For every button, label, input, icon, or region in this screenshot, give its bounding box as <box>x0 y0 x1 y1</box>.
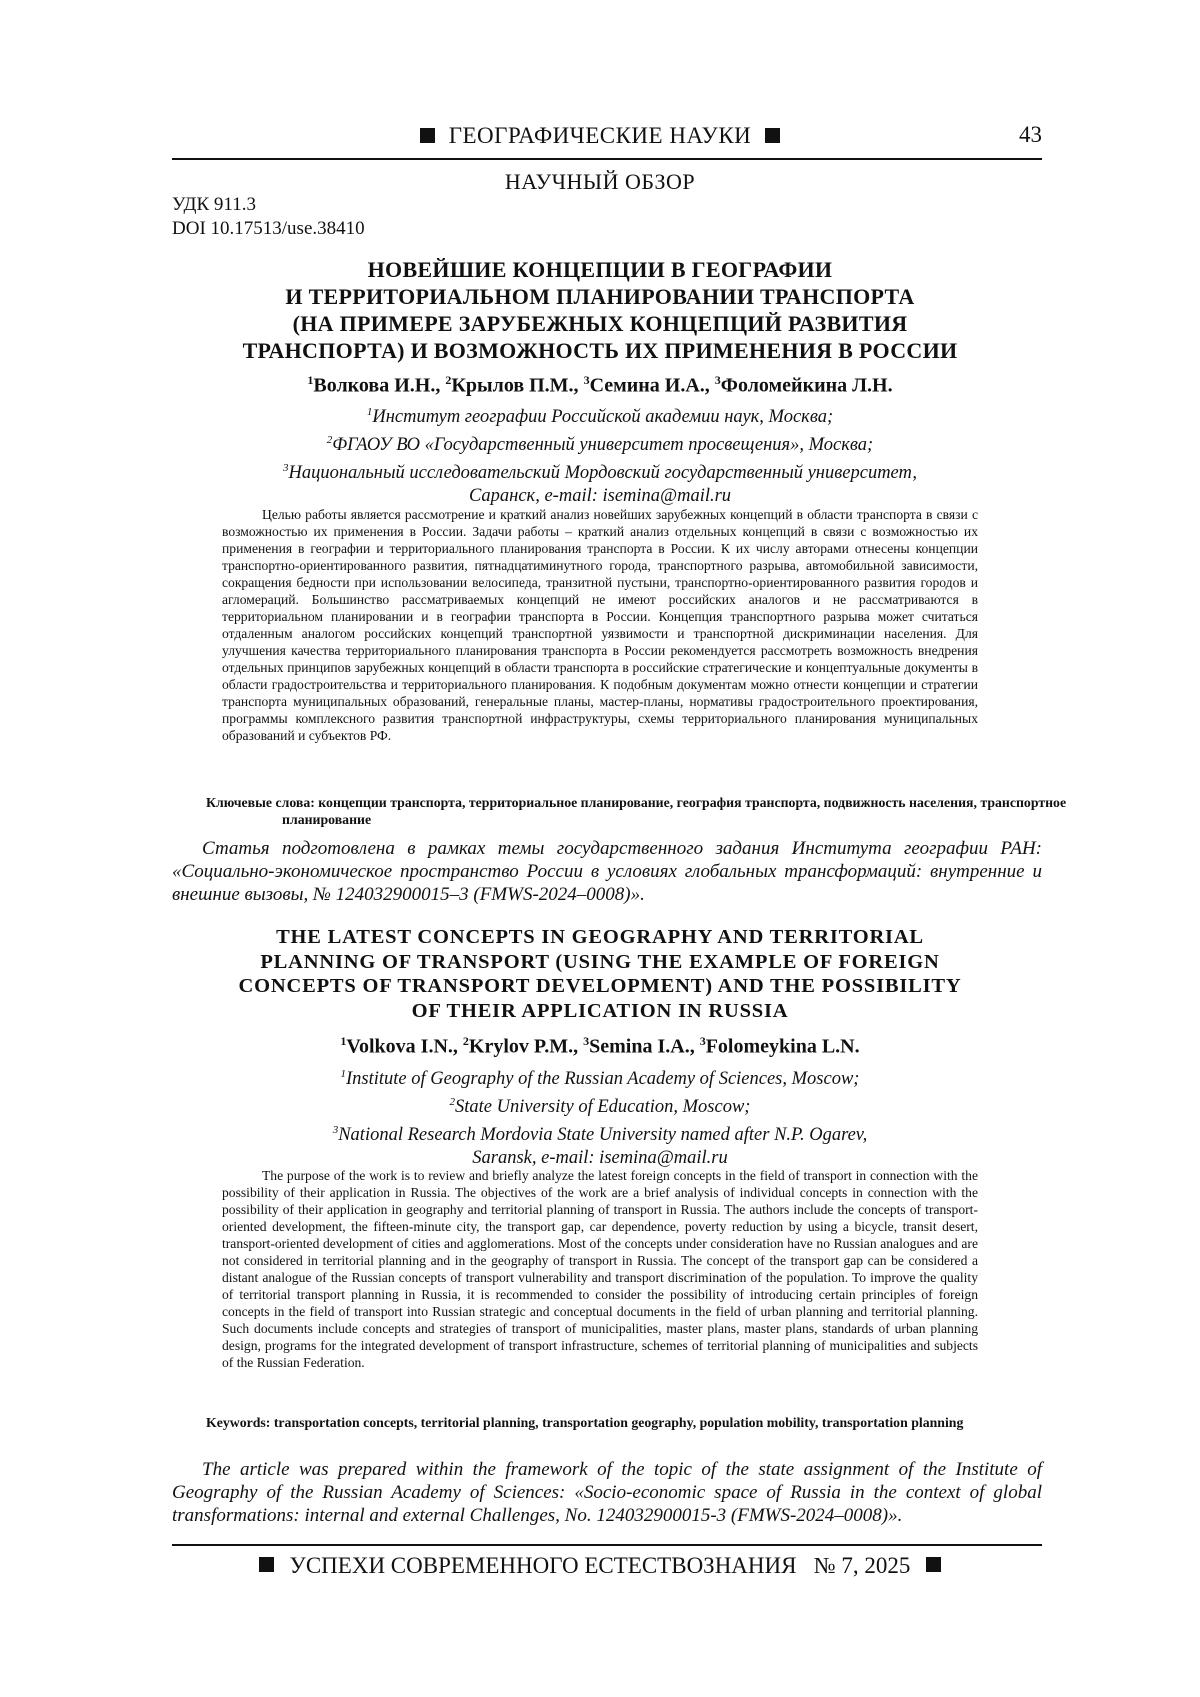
author-name: Семина И.А., <box>590 375 715 397</box>
affiliation-line: Саранск, e-mail: isemina@mail.ru <box>150 485 1050 508</box>
affiliation-line: 1Institute of Geography of the Russian Academy of Sciences, Moscow; <box>150 1063 1050 1091</box>
title-line: CONCEPTS OF TRANSPORT DEVELOPMENT) AND THE POSSIBILITY <box>150 974 1050 999</box>
running-footer <box>0 1551 1200 1581</box>
title-line: THE LATEST CONCEPTS IN GEOGRAPHY AND TERRITORIAL <box>150 925 1050 950</box>
footer-divider <box>172 1544 1042 1546</box>
page-number: 43 <box>1002 121 1042 149</box>
author-name: Фоломейкина Л.Н. <box>721 375 893 397</box>
section-label: НАУЧНЫЙ ОБЗОР <box>0 168 1200 196</box>
affiliations-ru <box>150 401 1050 508</box>
square-bullet-icon <box>926 1557 941 1572</box>
authors-ru: 1Волкова И.Н., 2Крылов П.М., 3Семина И.А., 3Фоломейкина Л.Н. <box>0 368 1200 398</box>
abstract-ru: Целью работы является рассмотрение и краткий анализ новейших зарубежных концепций в области транспорта в связи с возможностью их применения в России. Задачи работы – краткий анализ отдельных концепций в связи с возможностью их применения в географии и территориального планирования транспорта в России. К их числу авторами отнесены концепции транспортно-ориентированного развития, пятнадцатиминутного города, транспортного разрыва, автомобильной зависимости, сокращения бедности при использовании велосипеда, транзитной пустыни, транспортно-ориентированного развития городов и агломераций. Большинство рассматриваемых концепций не имеют российских аналогов и не рассматриваются в территориальном планировании и в географии транспорта в России. Концепция транспортного разрыва может считаться отдаленным аналогом российских концепций транспортной уязвимости и транспортной дискриминации населения. Для улучшения качества территориального планирования транспорта в России рекомендуется рассмотреть возможность внедрения отдельных принципов зарубежных концепций в области транспорта в российские стратегические и концептуальные документы в области градостроительства и территориального планирования. К подобным документам можно отнести концепции и стратегии транспорта муниципальных образований, генеральные планы, мастер-планы, нормативы градостроительного проектирования, программы комплексного развития транспортной инфраструктуры, схемы территориального планирования муниципальных образований и субъектов РФ. <box>222 506 978 744</box>
title-line: И ТЕРРИТОРИАЛЬНОМ ПЛАНИРОВАНИИ ТРАНСПОРТА <box>150 283 1050 310</box>
affiliation-line: 2State University of Education, Moscow; <box>150 1091 1050 1119</box>
funding-note-en: The article was prepared within the framework of the topic of the state assignment of the Institute of Geography of the Russian Academy of Sciences: «Socio-economic space of Russia in the context of global transformations: internal and external Challenges, No. 124032900015-3 (FMWS-2024–0008)». <box>172 1458 1042 1527</box>
square-bullet-icon <box>259 1557 274 1572</box>
journal-section-title: ГЕОГРАФИЧЕСКИЕ НАУКИ <box>449 123 752 148</box>
author-name: Krylov P.M., <box>469 1036 583 1058</box>
author-name: Волкова И.Н., <box>313 375 445 397</box>
udk-code: УДК 911.3 <box>172 193 256 217</box>
title-line: (НА ПРИМЕРЕ ЗАРУБЕЖНЫХ КОНЦЕПЦИЙ РАЗВИТИЯ <box>150 310 1050 337</box>
authors-en: 1Volkova I.N., 2Krylov P.M., 3Semina I.A., 3Folomeykina L.N. <box>0 1029 1200 1059</box>
funding-note-ru: Статья подготовлена в рамках темы государственного задания Института географии РАН: «Социально-экономическое пространство России в условиях глобальных трансформаций: внутренние и внешние вызовы, № 124032900015–3 (FMWS-2024–0008)». <box>172 837 1042 906</box>
author-name: Semina I.A., <box>589 1036 700 1058</box>
keywords-ru: Ключевые слова: концепции транспорта, территориальное планирование, география транспорта, подвижность населения, транспортное планирование <box>206 794 1108 828</box>
affiliation-line: 2ФГАОУ ВО «Государственный университет просвещения», Москва; <box>150 429 1050 457</box>
title-line: PLANNING OF TRANSPORT (USING THE EXAMPLE OF FOREIGN <box>150 950 1050 975</box>
affiliation-line: 3Национальный исследовательский Мордовский государственный университет, <box>150 457 1050 485</box>
title-line: OF THEIR APPLICATION IN RUSSIA <box>150 999 1050 1024</box>
journal-name: УСПЕХИ СОВРЕМЕННОГО ЕСТЕСТВОЗНАНИЯ <box>290 1553 797 1578</box>
article-title-en <box>150 925 1050 1023</box>
square-bullet-icon <box>420 128 435 143</box>
author-name: Volkova I.N., <box>346 1036 463 1058</box>
doi-link[interactable]: DOI 10.17513/use.38410 <box>172 217 365 241</box>
author-name: Folomeykina L.N. <box>706 1036 860 1058</box>
title-line: НОВЕЙШИЕ КОНЦЕПЦИИ В ГЕОГРАФИИ <box>150 256 1050 283</box>
affiliation-line: 3National Research Mordovia State University named after N.P. Ogarev, <box>150 1119 1050 1147</box>
affiliation-line: 1Институт географии Российской академии наук, Москва; <box>150 401 1050 429</box>
title-line: ТРАНСПОРТА) И ВОЗМОЖНОСТЬ ИХ ПРИМЕНЕНИЯ В РОССИИ <box>150 337 1050 364</box>
issue-number: № 7, 2025 <box>814 1553 911 1578</box>
author-name: Крылов П.М., <box>451 375 583 397</box>
abstract-en: The purpose of the work is to review and briefly analyze the latest foreign concepts in the field of transport in connection with the possibility of their application in Russia. The objectives of the work are a brief analysis of individual concepts in connection with the possibility of their application in geography and territorial planning of transport in Russia. The authors include the concepts of transport-oriented development, the fifteen-minute city, the transport gap, car dependence, poverty reduction by using a bicycle, transit desert, transport-oriented development of cities and agglomerations. Most of the concepts under consideration have no Russian analogues and are not considered in territorial planning and in the geography of transport in Russia. The concept of the transport gap can be considered a distant analogue of the Russian concepts of transport vulnerability and transport discrimination of the population. To improve the quality of territorial transport planning in Russia, it is recommended to consider the possibility of introducing certain principles of foreign concepts in the field of transport into Russian strategic and conceptual documents in the field of urban planning and territorial planning. Such documents include concepts and strategies of transport of municipalities, master plans, master plans, standards of urban planning design, programs for the integrated development of transport infrastructure, schemes of territorial planning of municipalities and subjects of the Russian Federation. <box>222 1167 978 1371</box>
header-divider <box>172 158 1042 160</box>
affiliations-en <box>150 1063 1050 1170</box>
article-title-ru <box>150 256 1050 364</box>
keywords-en: Keywords: transportation concepts, territorial planning, transportation geography, population mobility, transportation planning <box>206 1414 1108 1431</box>
affiliation-line: Saransk, e-mail: isemina@mail.ru <box>150 1147 1050 1170</box>
square-bullet-icon <box>765 128 780 143</box>
